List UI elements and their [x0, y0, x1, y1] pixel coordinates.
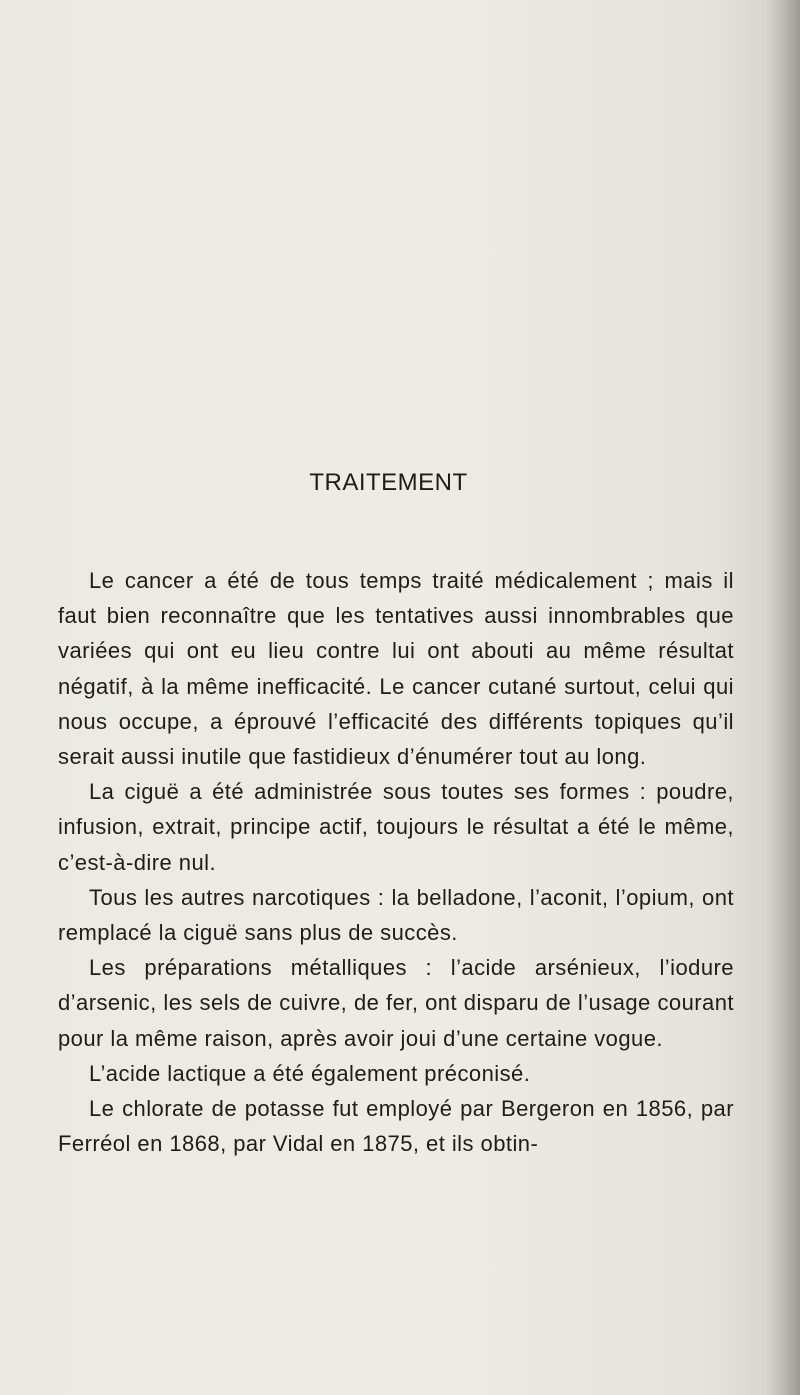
- page-edge-shadow: [766, 0, 800, 1395]
- paragraph: Le cancer a été de tous temps traité médicalement ; mais il faut bien reconnaître que les tentatives aussi innombrables que variées qui ont eu lieu contre lui ont abouti au même résultat négatif, à la même inefficacité. Le cancer cutané surtout, celui qui nous occupe, a éprouvé l’efficacité des différents topiques qu’il serait aussi inutile que fastidieux d’énumérer tout au long.: [58, 568, 734, 770]
- paragraph: La ciguë a été administrée sous toutes ses formes : poudre, infusion, extrait, principe actif, toujours le résultat a été le même, c’est-à-dire nul.: [58, 779, 734, 875]
- paragraph: Le chlorate de potasse fut employé par Bergeron en 1856, par Ferréol en 1868, par Vidal en 1875, et ils obtin-: [58, 1096, 734, 1157]
- section-heading: TRAITEMENT: [309, 469, 468, 496]
- paragraph: L’acide lactique a été également préconisé.: [89, 1060, 531, 1086]
- paragraph: Tous les autres narcotiques : la belladone, l’aconit, l’opium, ont remplacé la ciguë sans plus de succès.: [58, 884, 734, 946]
- body-text: [58, 563, 734, 1161]
- paragraph: Les préparations métalliques : l’acide arsénieux, l’iodure d’arsenic, les sels de cuivre, de fer, ont disparu de l’usage courant pour la même raison, après avoir joui d’une certaine vogue.: [58, 955, 734, 1051]
